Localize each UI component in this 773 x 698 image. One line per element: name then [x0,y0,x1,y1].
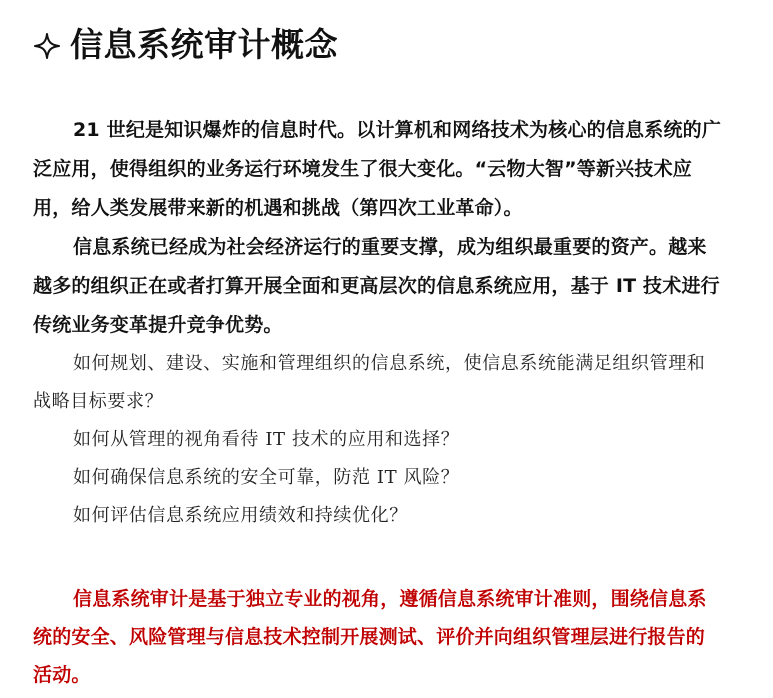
support-paragraph: 信息系统已经成为社会经济运行的重要支撑，成为组织最重要的资产。越来越多的组织正在或者打算开展全面和更高层次的信息系统应用，基于 IT 技术进行传统业务变革提升竞争优势。 [33,236,720,336]
definition-paragraph: 信息系统审计是基于独立专业的视角，遵循信息系统审计准则，围绕信息系统的安全、风险管理与信息技术控制开展测试、评价并向组织管理层进行报告的活动。 [33,588,707,686]
question-item: 如何从管理的视角看待 IT 技术的应用和选择？ [73,429,460,450]
four-point-star-outline-icon [34,33,60,59]
title-row [34,25,338,64]
question-item: 如何确保信息系统的安全可靠，防范 IT 风险？ [73,467,460,488]
page-title: 信息系统审计概念 [70,25,338,64]
question-item: 如何规划、建设、实施和管理组织的信息系统，使信息系统能满足组织管理和战略目标要求？ [33,353,706,412]
intro-paragraph: 21 世纪是知识爆炸的信息时代。以计算机和网络技术为核心的信息系统的广泛应用，使得组织的业务运行环境发生了很大变化。“云物大智”等新兴技术应用，给人类发展带来新的机遇和挑战（第四次工业革命）。 [33,119,722,219]
question-item: 如何评估信息系统应用绩效和持续优化？ [73,505,408,526]
